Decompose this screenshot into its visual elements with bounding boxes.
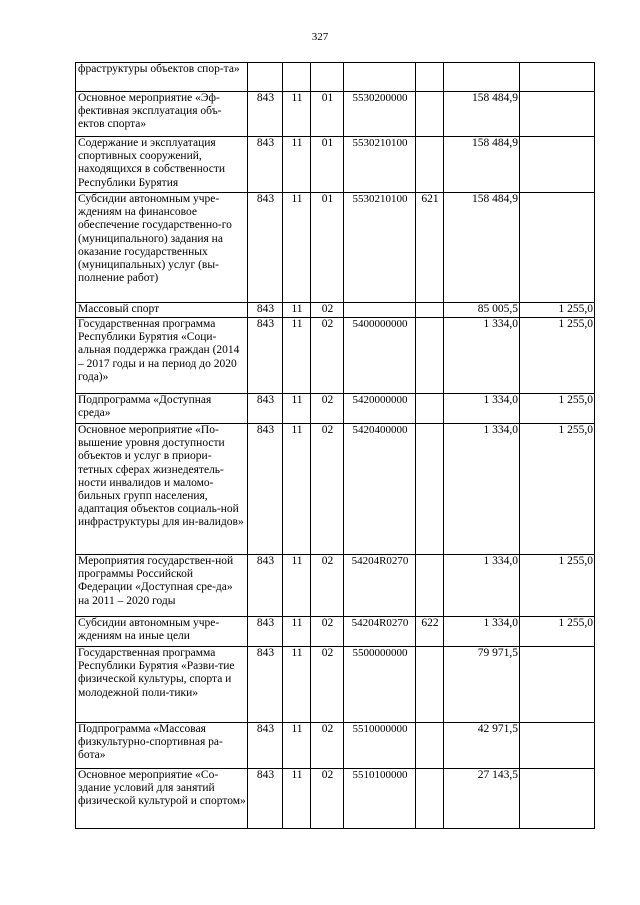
cell-expense-type xyxy=(416,137,444,193)
cell-target-article: 5510000000 xyxy=(344,723,416,769)
table-row xyxy=(76,617,595,647)
cell-name: Мероприятия государствен-ной программы Российской Федерации «Доступная сре-да» на 2011 – 2020 годы xyxy=(76,555,248,617)
table-row xyxy=(76,647,595,723)
cell-department-code: 843 xyxy=(248,394,283,424)
cell-target-article: 5530210100 xyxy=(344,193,416,303)
cell-name: Государственная программа Республики Бурятия «Соци-альная поддержка граждан (2014 – 2017 годы и на период до 2020 года)» xyxy=(76,318,248,394)
cell-amount: 1 334,0 xyxy=(444,555,520,617)
cell-subsection-code: 02 xyxy=(311,424,344,555)
cell-name: Государственная программа Республики Бурятия «Разви-тие физической культуры, спорта и молодежной поли-тики» xyxy=(76,647,248,723)
cell-amount: 79 971,5 xyxy=(444,647,520,723)
cell-subsection-code: 01 xyxy=(311,193,344,303)
cell-amount-federal: 1 255,0 xyxy=(520,617,595,647)
cell-subsection-code: 02 xyxy=(311,394,344,424)
cell-section-code: 11 xyxy=(283,193,311,303)
cell-section-code xyxy=(283,63,311,92)
cell-section-code: 11 xyxy=(283,617,311,647)
cell-expense-type xyxy=(416,318,444,394)
cell-subsection-code: 02 xyxy=(311,769,344,829)
cell-department-code: 843 xyxy=(248,647,283,723)
cell-expense-type xyxy=(416,424,444,555)
cell-amount-federal xyxy=(520,647,595,723)
cell-target-article: 54204R0270 xyxy=(344,555,416,617)
cell-name: Подпрограмма «Массовая физкультурно-спортивная ра-бота» xyxy=(76,723,248,769)
cell-department-code: 843 xyxy=(248,92,283,137)
cell-amount: 1 334,0 xyxy=(444,394,520,424)
cell-department-code xyxy=(248,63,283,92)
cell-subsection-code: 02 xyxy=(311,723,344,769)
cell-target-article: 5420000000 xyxy=(344,394,416,424)
cell-expense-type xyxy=(416,723,444,769)
table-row xyxy=(76,193,595,303)
cell-department-code: 843 xyxy=(248,617,283,647)
table-row xyxy=(76,723,595,769)
cell-amount-federal: 1 255,0 xyxy=(520,318,595,394)
table-row xyxy=(76,303,595,318)
cell-section-code: 11 xyxy=(283,394,311,424)
cell-section-code: 11 xyxy=(283,723,311,769)
cell-amount-federal: 1 255,0 xyxy=(520,424,595,555)
cell-department-code: 843 xyxy=(248,303,283,318)
cell-amount-federal xyxy=(520,137,595,193)
cell-section-code: 11 xyxy=(283,92,311,137)
cell-expense-type xyxy=(416,303,444,318)
cell-target-article xyxy=(344,303,416,318)
cell-amount-federal xyxy=(520,769,595,829)
table-row xyxy=(76,394,595,424)
cell-name: Основное мероприятие «По-вышение уровня доступности объектов и услуг в приори-тетных сферах жизнедеятель-ности инвалидов и маломо-бильных групп населения, адаптация объектов социаль-ной инфраструктуры для ин-валидов» xyxy=(76,424,248,555)
cell-subsection-code: 02 xyxy=(311,555,344,617)
table-body xyxy=(76,63,595,829)
cell-department-code: 843 xyxy=(248,555,283,617)
cell-subsection-code: 02 xyxy=(311,617,344,647)
cell-amount-federal xyxy=(520,723,595,769)
cell-target-article: 5420400000 xyxy=(344,424,416,555)
cell-section-code: 11 xyxy=(283,424,311,555)
cell-name: Массовый спорт xyxy=(76,303,248,318)
cell-subsection-code: 02 xyxy=(311,303,344,318)
cell-amount-federal xyxy=(520,193,595,303)
cell-amount: 85 005,5 xyxy=(444,303,520,318)
table-row xyxy=(76,137,595,193)
cell-section-code: 11 xyxy=(283,137,311,193)
cell-section-code: 11 xyxy=(283,769,311,829)
cell-subsection-code: 02 xyxy=(311,318,344,394)
cell-expense-type xyxy=(416,92,444,137)
cell-amount: 27 143,5 xyxy=(444,769,520,829)
cell-department-code: 843 xyxy=(248,424,283,555)
cell-expense-type xyxy=(416,769,444,829)
cell-amount: 1 334,0 xyxy=(444,424,520,555)
cell-name: Основное мероприятие «Эф-фективная эксплуатация объ-ектов спорта» xyxy=(76,92,248,137)
cell-amount-federal xyxy=(520,63,595,92)
cell-amount: 42 971,5 xyxy=(444,723,520,769)
cell-target-article: 54204R0270 xyxy=(344,617,416,647)
cell-target-article: 5400000000 xyxy=(344,318,416,394)
cell-name: Подпрограмма «Доступная среда» xyxy=(76,394,248,424)
cell-amount-federal: 1 255,0 xyxy=(520,303,595,318)
cell-target-article: 5530210100 xyxy=(344,137,416,193)
cell-expense-type xyxy=(416,394,444,424)
cell-section-code: 11 xyxy=(283,555,311,617)
cell-name: фраструктуры объектов спор-та» xyxy=(76,63,248,92)
cell-subsection-code xyxy=(311,63,344,92)
table-row xyxy=(76,424,595,555)
cell-amount: 158 484,9 xyxy=(444,92,520,137)
cell-expense-type: 622 xyxy=(416,617,444,647)
cell-department-code: 843 xyxy=(248,723,283,769)
cell-target-article xyxy=(344,63,416,92)
cell-section-code: 11 xyxy=(283,303,311,318)
cell-subsection-code: 01 xyxy=(311,92,344,137)
cell-amount-federal: 1 255,0 xyxy=(520,394,595,424)
cell-target-article: 5530200000 xyxy=(344,92,416,137)
table-row xyxy=(76,318,595,394)
cell-amount-federal: 1 255,0 xyxy=(520,555,595,617)
cell-amount-federal xyxy=(520,92,595,137)
cell-name: Содержание и эксплуатация спортивных сооружений, находящихся в собственности Республики Бурятия xyxy=(76,137,248,193)
cell-expense-type xyxy=(416,647,444,723)
cell-section-code: 11 xyxy=(283,647,311,723)
cell-name: Субсидии автономным учре-ждениям на иные цели xyxy=(76,617,248,647)
cell-amount: 1 334,0 xyxy=(444,617,520,647)
cell-department-code: 843 xyxy=(248,137,283,193)
cell-expense-type xyxy=(416,63,444,92)
table-row xyxy=(76,555,595,617)
cell-target-article: 5500000000 xyxy=(344,647,416,723)
cell-department-code: 843 xyxy=(248,318,283,394)
page-number: 327 xyxy=(311,31,329,43)
table-row xyxy=(76,63,595,92)
cell-department-code: 843 xyxy=(248,769,283,829)
cell-name: Основное мероприятие «Со-здание условий для занятий физической культурой и спортом» xyxy=(76,769,248,829)
budget-table xyxy=(75,62,595,829)
table-row xyxy=(76,92,595,137)
cell-amount xyxy=(444,63,520,92)
cell-subsection-code: 01 xyxy=(311,137,344,193)
cell-section-code: 11 xyxy=(283,318,311,394)
cell-expense-type: 621 xyxy=(416,193,444,303)
cell-expense-type xyxy=(416,555,444,617)
cell-target-article: 5510100000 xyxy=(344,769,416,829)
cell-amount: 1 334,0 xyxy=(444,318,520,394)
cell-name: Субсидии автономным учре-ждениям на финансовое обеспечение государственно-го (муниципального) задания на оказание государственных (муниципальных) услуг (вы-полнение работ) xyxy=(76,193,248,303)
cell-subsection-code: 02 xyxy=(311,647,344,723)
cell-amount: 158 484,9 xyxy=(444,137,520,193)
cell-department-code: 843 xyxy=(248,193,283,303)
cell-amount: 158 484,9 xyxy=(444,193,520,303)
table-row xyxy=(76,769,595,829)
